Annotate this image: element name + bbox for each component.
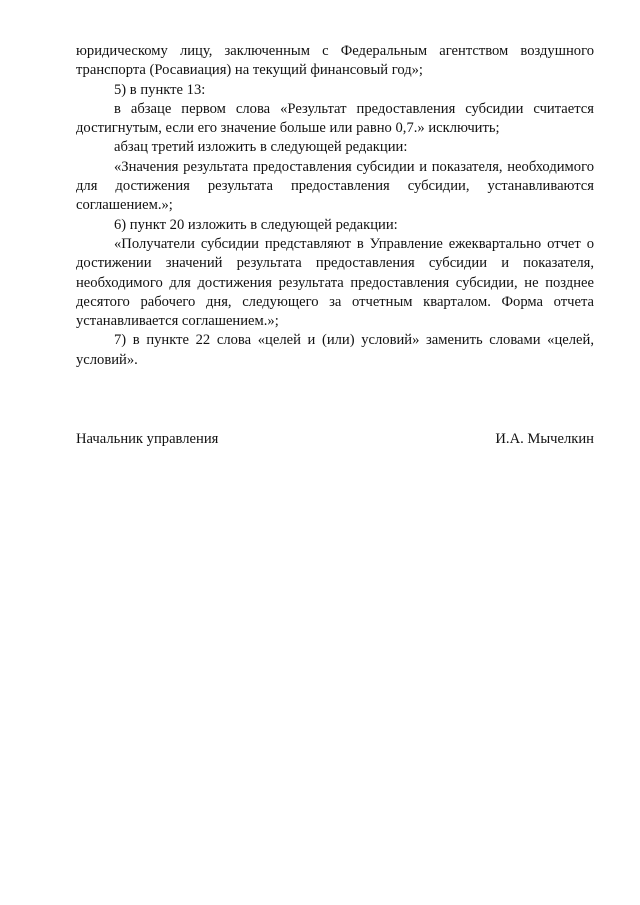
paragraph-item-5: 5) в пункте 13: <box>114 81 206 98</box>
signatory-name: И.А. Мычелкин <box>495 431 594 447</box>
paragraph-item-7: 7) в пункте 22 слова «целей и (или) условий» заменить словами «целей, условий». <box>76 332 594 368</box>
paragraph-item-6-quote: «Получатели субсидии представляют в Управление ежеквартально отчет о достижении значений результата предоставления субсидии и показателя, необходимого для достижения результата предоставления субсидии, не позднее десятого рабочего дня, следующего за отчетным кварталом. Форма отчета устанавливается соглашением.»; <box>76 235 594 330</box>
signatory-position: Начальник управления <box>76 431 219 447</box>
paragraph-item-5-quote: «Значения результата предоставления субсидии и показателя, необходимого для достижения результата предоставления субсидии, устанавливаются соглашением.»; <box>76 158 594 214</box>
paragraph-continuation: юридическому лицу, заключенным с Федеральным агентством воздушного транспорта (Росавиация) на текущий финансовый год»; <box>76 43 594 79</box>
document-body <box>76 42 594 370</box>
paragraph-item-5-first-abzac: в абзаце первом слова «Результат предоставления субсидии считается достигнутым, если его значение больше или равно 0,7.» исключить; <box>76 100 594 137</box>
paragraph-item-5-third-abzac: абзац третий изложить в следующей редакции: <box>114 139 408 156</box>
signature-block <box>76 430 594 449</box>
paragraph-item-6: 6) пункт 20 изложить в следующей редакции: <box>114 216 398 233</box>
